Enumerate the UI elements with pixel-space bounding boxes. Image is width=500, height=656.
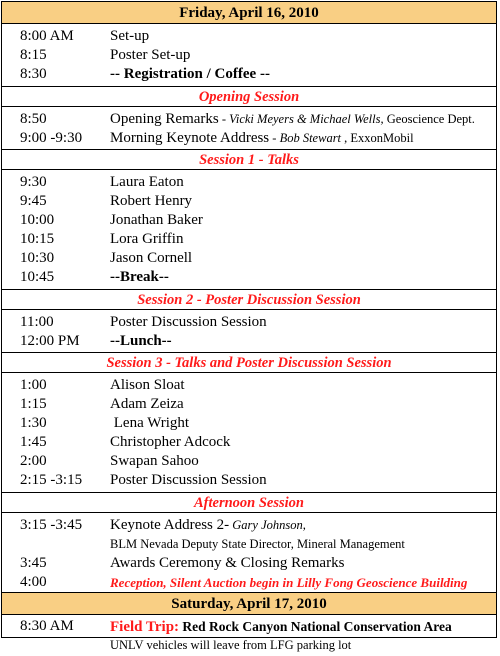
item-desc: Swapan Sahoo [110,453,199,469]
item-desc [110,617,452,637]
speaker-name: Gary Johnson, [229,518,306,532]
item-desc: Poster Set-up [110,47,191,63]
affiliation: Geoscience Dept. [383,112,475,126]
item-time: 10:15 [20,231,55,247]
schedule-item [2,110,496,129]
item-time: 8:15 [20,47,47,63]
item-desc: Adam Zeiza [110,396,184,412]
separator: - [269,131,280,145]
item-time: 1:45 [20,434,47,450]
item-time: 10:00 [20,212,55,228]
schedule-item [2,433,496,452]
item-time: 12:00 PM [20,333,80,349]
speaker-title: BLM Nevada Deputy State Director, Mineral Management [110,537,405,551]
schedule-item [2,471,496,490]
schedule-item [2,129,496,148]
schedule-item [2,516,496,535]
schedule-item [2,395,496,414]
item-label: Keynote Address 2- [110,517,230,533]
item-time: 2:00 [20,453,47,469]
item-desc: Lena Wright [110,415,190,431]
item-desc: Poster Discussion Session [110,314,267,330]
item-desc: Alison Sloat [110,377,185,393]
item-time: 9:00 -9:30 [20,130,83,146]
item-desc: Laura Eaton [110,174,184,190]
item-desc: Awards Ceremony & Closing Remarks [110,555,345,571]
day-header-friday: Friday, April 16, 2010 [2,2,496,24]
item-time: 8:50 [20,111,47,127]
item-desc: Reception, Silent Auction begin in Lilly Fong Geoscience Building [110,575,468,590]
item-time: 10:45 [20,269,55,285]
item-time: 1:30 [20,415,47,431]
schedule-item-detail [2,636,496,655]
schedule-item [2,27,496,46]
item-time: 9:45 [20,193,47,209]
session-title-3: Session 3 - Talks and Poster Discussion Session [2,353,496,373]
schedule-item [2,617,496,636]
day-header-saturday: Saturday, April 17, 2010 [2,593,496,615]
item-label: Morning Keynote Address [110,130,270,146]
schedule-item [2,414,496,433]
schedule-item [2,65,496,84]
schedule-item [2,332,496,351]
item-desc: -- Registration / Coffee -- [110,66,270,82]
field-trip-destination: Red Rock Canyon National Conservation Area [179,619,452,634]
item-time: 3:15 -3:45 [20,517,83,533]
session-title-1: Session 1 - Talks [2,150,496,170]
item-time: 11:00 [20,314,54,330]
schedule-item [2,313,496,332]
item-time: 10:30 [20,250,55,266]
schedule-item [2,173,496,192]
session-title-2: Session 2 - Poster Discussion Session [2,290,496,310]
item-time: 1:00 [20,377,47,393]
item-desc: Lora Griffin [110,231,184,247]
item-desc: --Break-- [110,269,169,285]
schedule-item-detail [2,535,496,554]
item-time: 1:15 [20,396,47,412]
session1-block [2,170,496,290]
schedule-table [1,1,497,652]
schedule-item [2,46,496,65]
opening-block [2,107,496,150]
session3-block [2,373,496,493]
schedule-item [2,376,496,395]
item-desc [110,129,414,148]
item-desc: --Lunch-- [110,333,172,349]
session-title-afternoon: Afternoon Session [2,493,496,513]
schedule-item [2,211,496,230]
schedule-item [2,230,496,249]
session-title-opening: Opening Session [2,87,496,107]
item-desc: Set-up [110,28,150,44]
item-desc: Christopher Adcock [110,434,231,450]
item-time: 3:45 [20,555,47,571]
intro-block [2,24,496,87]
item-time: 8:30 [20,66,47,82]
schedule-item [2,192,496,211]
item-desc: Robert Henry [110,193,193,209]
item-time: 8:00 AM [20,28,74,44]
speaker-names: Vicki Meyers & Michael Wells, [229,112,384,126]
item-time: 8:30 AM [20,618,74,634]
schedule-item [2,452,496,471]
session2-block [2,310,496,353]
separator: - [218,112,230,126]
field-trip-label: Field Trip: [110,619,180,635]
saturday-block [2,615,496,656]
item-time: 2:15 -3:15 [20,472,83,488]
speaker-name: Bob Stewart [279,131,342,145]
item-desc [110,516,306,535]
item-label: Opening Remarks [110,111,219,127]
item-desc: Jason Cornell [110,250,193,266]
item-desc [110,110,475,129]
schedule-item [2,268,496,287]
schedule-item [2,554,496,573]
item-desc: Poster Discussion Session [110,472,267,488]
item-desc: Jonathan Baker [110,212,203,228]
affiliation: , ExxonMobil [341,131,414,145]
field-trip-note: UNLV vehicles will leave from LFG parking lot [110,638,352,652]
schedule-item [2,573,496,592]
afternoon-block [2,513,496,593]
schedule-item [2,249,496,268]
item-time: 9:30 [20,174,47,190]
item-time: 4:00 [20,574,47,590]
